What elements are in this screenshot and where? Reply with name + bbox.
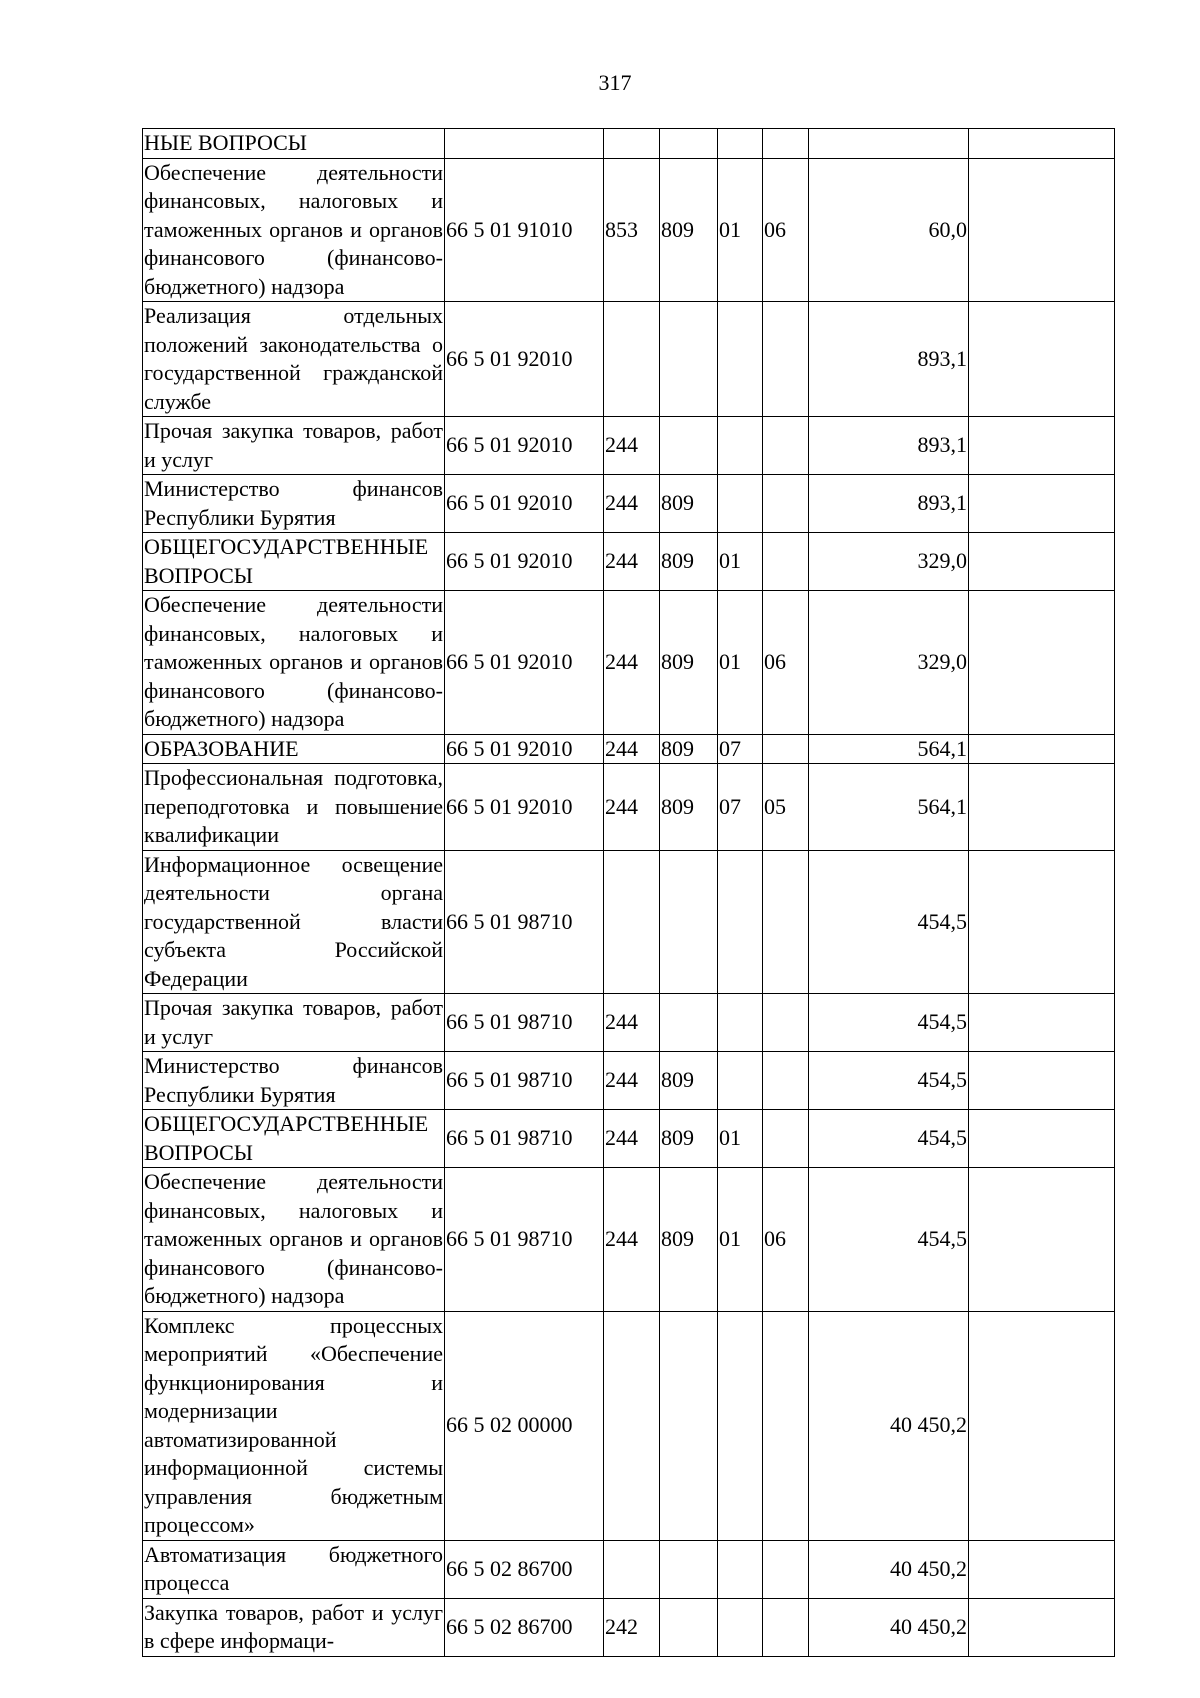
cell-rz [718,1540,763,1598]
table-row [143,1598,1115,1656]
cell-code: 66 5 01 92010 [445,417,604,475]
cell-grbs: 809 [660,764,718,851]
cell-name: Информационное освещение деятельности органа государственной власти субъекта Российской Федерации [143,850,445,994]
cell-name: Обеспечение деятельности финансовых, налоговых и таможенных органов и органов финансового (финансово-бюджетного) надзора [143,1168,445,1312]
cell-rz: 07 [718,764,763,851]
cell-rz [718,1052,763,1110]
cell-rz: 01 [718,158,763,302]
cell-vr: 244 [604,475,660,533]
cell-extra [969,158,1115,302]
cell-code: 66 5 01 92010 [445,302,604,417]
cell-amount: 893,1 [809,302,969,417]
cell-extra [969,994,1115,1052]
table-row [143,1168,1115,1312]
cell-grbs: 809 [660,158,718,302]
cell-extra [969,1598,1115,1656]
cell-extra [969,764,1115,851]
cell-name: Прочая закупка товаров, работ и услуг [143,994,445,1052]
cell-amount: 564,1 [809,764,969,851]
cell-code: 66 5 01 98710 [445,1052,604,1110]
cell-extra [969,302,1115,417]
table-row [143,850,1115,994]
cell-extra [969,850,1115,994]
cell-grbs [660,1311,718,1540]
cell-extra [969,533,1115,591]
cell-vr: 244 [604,1168,660,1312]
cell-pr [763,533,809,591]
cell-code: 66 5 02 86700 [445,1540,604,1598]
cell-name: Прочая закупка товаров, работ и услуг [143,417,445,475]
cell-rz [718,302,763,417]
cell-vr: 244 [604,1052,660,1110]
cell-grbs [660,1540,718,1598]
cell-grbs: 809 [660,475,718,533]
cell-code: 66 5 01 92010 [445,734,604,764]
table-row [143,591,1115,735]
table-row [143,764,1115,851]
cell-name: Обеспечение деятельности финансовых, налоговых и таможенных органов и органов финансового (финансово-бюджетного) надзора [143,158,445,302]
cell-vr: 242 [604,1598,660,1656]
cell-vr: 244 [604,417,660,475]
table-row [143,1540,1115,1598]
cell-amount: 454,5 [809,1168,969,1312]
cell-grbs [660,302,718,417]
cell-vr: 244 [604,764,660,851]
cell-name: Министерство финансов Республики Бурятия [143,1052,445,1110]
cell-pr [763,994,809,1052]
cell-code: 66 5 01 92010 [445,533,604,591]
cell-pr [763,1110,809,1168]
cell-grbs [660,417,718,475]
cell-amount: 329,0 [809,591,969,735]
cell-code: 66 5 01 91010 [445,158,604,302]
table-row [143,994,1115,1052]
table-row [143,158,1115,302]
cell-vr: 244 [604,591,660,735]
cell-grbs [660,1598,718,1656]
cell-extra [969,417,1115,475]
cell-extra [969,1540,1115,1598]
cell-rz: 01 [718,533,763,591]
cell-grbs [660,994,718,1052]
cell-pr [763,1052,809,1110]
cell-grbs [660,850,718,994]
cell-amount: 893,1 [809,475,969,533]
cell-rz [718,850,763,994]
cell-name: Реализация отдельных положений законодательства о государственной гражданской службе [143,302,445,417]
cell-pr: 06 [763,158,809,302]
cell-rz: 07 [718,734,763,764]
cell-pr: 05 [763,764,809,851]
cell-name: Закупка товаров, работ и услуг в сфере информаци- [143,1598,445,1656]
cell-vr: 853 [604,158,660,302]
cell-pr: 06 [763,591,809,735]
cell-rz [718,1311,763,1540]
cell-amount: 329,0 [809,533,969,591]
cell-code: 66 5 01 98710 [445,1168,604,1312]
cell-code: 66 5 01 92010 [445,475,604,533]
cell-amount [809,129,969,159]
cell-vr: 244 [604,994,660,1052]
cell-pr [763,734,809,764]
cell-amount: 454,5 [809,994,969,1052]
cell-amount: 40 450,2 [809,1311,969,1540]
cell-rz [718,994,763,1052]
table-body [143,129,1115,1657]
cell-pr [763,475,809,533]
table-row [143,475,1115,533]
cell-extra [969,591,1115,735]
cell-pr: 06 [763,1168,809,1312]
cell-rz [718,129,763,159]
table-row [143,417,1115,475]
cell-grbs: 809 [660,591,718,735]
table-row [143,1052,1115,1110]
cell-vr [604,302,660,417]
cell-code: 66 5 01 98710 [445,1110,604,1168]
cell-pr [763,1540,809,1598]
cell-rz [718,417,763,475]
cell-amount: 893,1 [809,417,969,475]
cell-extra [969,1311,1115,1540]
cell-extra [969,129,1115,159]
cell-rz [718,475,763,533]
cell-vr [604,1540,660,1598]
budget-table [142,128,1115,1657]
cell-pr [763,417,809,475]
cell-pr [763,129,809,159]
cell-pr [763,850,809,994]
cell-vr: 244 [604,1110,660,1168]
cell-grbs: 809 [660,533,718,591]
table-row [143,533,1115,591]
cell-vr: 244 [604,533,660,591]
table-row [143,302,1115,417]
cell-name: НЫЕ ВОПРОСЫ [143,129,445,159]
cell-name: ОБЩЕГОСУДАРСТВЕННЫЕ ВОПРОСЫ [143,533,445,591]
cell-grbs [660,129,718,159]
cell-name: Министерство финансов Республики Бурятия [143,475,445,533]
cell-amount: 454,5 [809,1052,969,1110]
cell-pr [763,1598,809,1656]
table-row [143,1311,1115,1540]
table-row [143,734,1115,764]
page-number: 317 [598,70,632,95]
cell-name: Комплекс процессных мероприятий «Обеспечение функционирования и модернизации автоматизированной информационной системы управления бюджетным процессом» [143,1311,445,1540]
cell-name: Обеспечение деятельности финансовых, налоговых и таможенных органов и органов финансового (финансово-бюджетного) надзора [143,591,445,735]
cell-name: Профессиональная подготовка, переподготовка и повышение квалификации [143,764,445,851]
cell-amount: 40 450,2 [809,1540,969,1598]
cell-extra [969,1052,1115,1110]
cell-extra [969,1168,1115,1312]
cell-amount: 60,0 [809,158,969,302]
cell-rz [718,1598,763,1656]
cell-amount: 454,5 [809,1110,969,1168]
cell-name: ОБРАЗОВАНИЕ [143,734,445,764]
table-row [143,1110,1115,1168]
cell-rz: 01 [718,1168,763,1312]
cell-grbs: 809 [660,734,718,764]
cell-code: 66 5 02 86700 [445,1598,604,1656]
cell-rz: 01 [718,1110,763,1168]
cell-name: ОБЩЕГОСУДАРСТВЕННЫЕ ВОПРОСЫ [143,1110,445,1168]
cell-amount: 564,1 [809,734,969,764]
cell-name: Автоматизация бюджетного процесса [143,1540,445,1598]
cell-grbs: 809 [660,1168,718,1312]
cell-pr [763,1311,809,1540]
cell-code: 66 5 01 98710 [445,850,604,994]
cell-grbs: 809 [660,1052,718,1110]
cell-extra [969,734,1115,764]
cell-code: 66 5 01 98710 [445,994,604,1052]
cell-vr: 244 [604,734,660,764]
cell-rz: 01 [718,591,763,735]
table-row [143,129,1115,159]
cell-grbs: 809 [660,1110,718,1168]
cell-amount: 40 450,2 [809,1598,969,1656]
cell-code: 66 5 01 92010 [445,764,604,851]
cell-vr [604,129,660,159]
cell-code: 66 5 02 00000 [445,1311,604,1540]
cell-amount: 454,5 [809,850,969,994]
cell-vr [604,1311,660,1540]
cell-code: 66 5 01 92010 [445,591,604,735]
cell-extra [969,475,1115,533]
cell-vr [604,850,660,994]
cell-code [445,129,604,159]
cell-pr [763,302,809,417]
cell-extra [969,1110,1115,1168]
